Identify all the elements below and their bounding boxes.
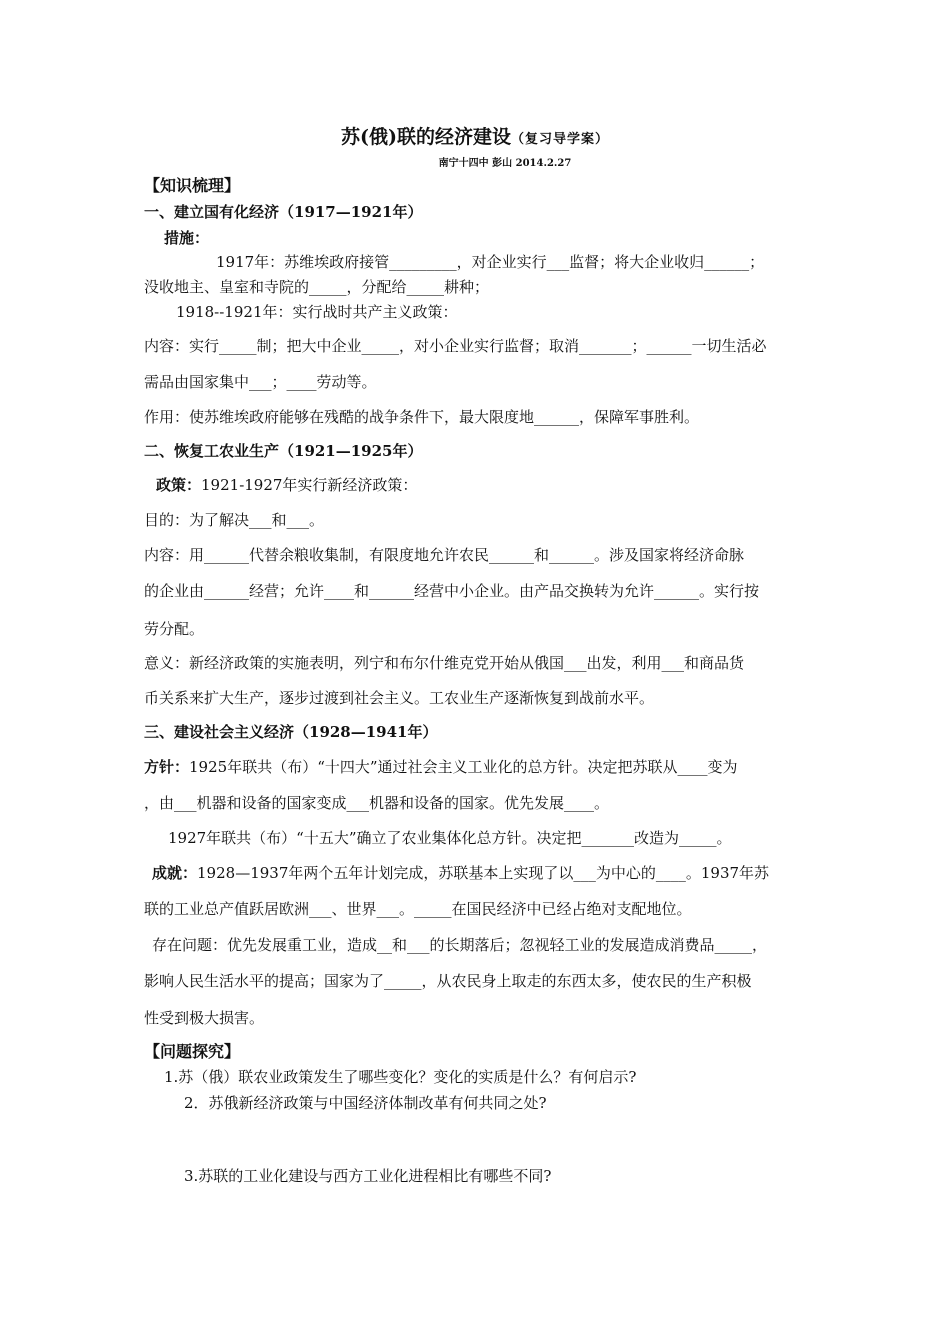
s2-heading: 二、恢复工农业生产（1921—1925年） xyxy=(144,442,423,460)
s3-line-6: 存在问题：优先发展重工业，造成__和___的长期落后；忽视轻工业的发展造成消费品_____， xyxy=(152,936,768,954)
section-knowledge-heading: 【知识梳理】 xyxy=(144,176,241,195)
s3-line-2: ，由___机器和设备的国家变成___机器和设备的国家。优先发展____。 xyxy=(144,794,610,812)
s3-line-7: 影响人民生活水平的提高；国家为了_____，从农民身上取走的东西太多，使农民的生产积极 xyxy=(144,972,752,990)
s1-line-6: 作用：使苏维埃政府能够在残酷的战争条件下，最大限度地______，保障军事胜利。 xyxy=(144,408,700,426)
question-1: 1.苏（俄）联农业政策发生了哪些变化？变化的实质是什么？有何启示? xyxy=(164,1068,637,1086)
s3-line-4: 1928—1937年两个五年计划完成，苏联基本上实现了以___为中心的____。1937年苏 xyxy=(197,864,770,882)
s3-policy-label: 方针： xyxy=(144,758,190,776)
question-2: 2．苏俄新经济政策与中国经济体制改革有何共同之处? xyxy=(184,1094,547,1112)
s1-line-4: 内容：实行_____制；把大中企业_____，对小企业实行监督；取消_______；______一切生活必 xyxy=(144,337,767,355)
s3-line-1: 1925年联共（布）“十四大”通过社会主义工业化的总方针。决定把苏联从____变为 xyxy=(189,758,738,776)
s2-policy-label: 政策： xyxy=(156,476,202,494)
s3-achieve xyxy=(152,863,769,883)
s1-heading: 一、建立国有化经济（1917—1921年） xyxy=(144,203,423,221)
s2-line-4: 劳分配。 xyxy=(144,620,205,638)
s1-line-5: 需品由国家集中___；____劳动等。 xyxy=(144,373,377,391)
s2-policy-text: 1921-1927年实行新经济政策： xyxy=(201,476,418,494)
s3-line-5: 联的工业总产值跃居欧洲___、世界___。_____在国民经济中已经占绝对支配地位。 xyxy=(144,900,692,918)
s3-line-8: 性受到极大损害。 xyxy=(144,1009,265,1027)
s2-policy xyxy=(156,475,417,495)
s2-line-5: 意义：新经济政策的实施表明，列宁和布尔什维克党开始从俄国___出发，利用___和商品货 xyxy=(144,654,745,672)
title-main: 苏(俄)联的经济建设 xyxy=(341,126,511,148)
s1-measures-label: 措施： xyxy=(164,229,210,247)
s1-line-2: 没收地主、皇室和寺院的_____，分配给_____耕种； xyxy=(144,278,490,296)
s2-line-3: 的企业由______经营；允许____和______经营中小企业。由产品交换转为允许______。实行按 xyxy=(144,582,760,600)
s3-achieve-label: 成就： xyxy=(152,864,198,882)
document-title xyxy=(0,124,950,153)
author-line: 南宁十四中 彭山 2014.2.27 xyxy=(438,158,572,169)
s3-policy xyxy=(144,757,738,777)
s1-line-1: 1917年：苏维埃政府接管_________，对企业实行___监督；将大企业收归______； xyxy=(216,253,765,271)
s2-line-1: 目的：为了解决___和___。 xyxy=(144,511,325,529)
question-3: 3.苏联的工业化建设与西方工业化进程相比有哪些不同? xyxy=(184,1167,552,1185)
s2-line-6: 币关系来扩大生产，逐步过渡到社会主义。工农业生产逐渐恢复到战前水平。 xyxy=(144,689,655,707)
s2-line-2: 内容：用______代替余粮收集制，有限度地允许农民______和______。涉及国家将经济命脉 xyxy=(144,546,745,564)
s3-heading: 三、建设社会主义经济（1928—1941年） xyxy=(144,723,438,741)
section-questions-heading: 【问题探究】 xyxy=(144,1042,241,1061)
s1-line-3: 1918--1921年：实行战时共产主义政策： xyxy=(176,303,458,321)
s3-line-3: 1927年联共（布）“十五大”确立了农业集体化总方针。决定把_______改造为_____。 xyxy=(168,829,732,847)
title-sub: （复习导学案） xyxy=(510,132,609,147)
